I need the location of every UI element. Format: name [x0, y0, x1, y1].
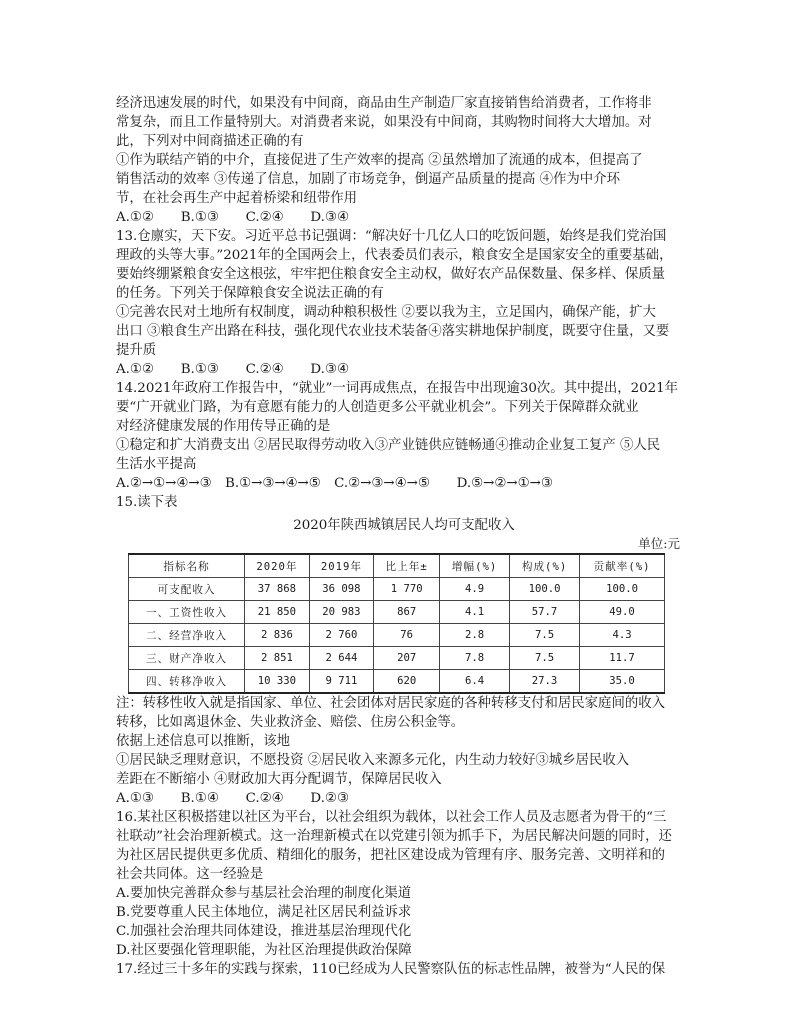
- table-cell: 6.4: [440, 670, 510, 694]
- answer-options: A.①③ B.①④ C.②④ D.②③: [116, 791, 349, 806]
- question-13: [116, 227, 680, 379]
- text-line: 为社区居民提供更多优质、精细化的服务，把社区建设成为管理有序、服务完善、文明祥和的: [116, 848, 666, 863]
- option-c: C.加强社会治理共同体建设，推进基层治理现代化: [116, 924, 412, 939]
- table-cell: 867: [374, 601, 440, 624]
- text-line: 要始终绷紧粮食安全这根弦，牢牢把住粮食安全主动权，做好农产品保数量、保多样、保质量: [116, 267, 666, 282]
- table-cell: 11.7: [580, 647, 665, 670]
- table-cell: 4.3: [580, 624, 665, 647]
- text-line: 出口 ③粮食生产出路在科技，强化现代农业技术装备④落实耕地保护制度，既要守住量，又要: [116, 324, 670, 339]
- table-cell: 2.8: [440, 624, 510, 647]
- table-cell: 207: [374, 647, 440, 670]
- column-header: 指标名称: [129, 554, 245, 578]
- text-line: 常复杂，而且工作量特别大。对消费者来说，如果没有中间商，其购物时间将大大增加。对: [116, 115, 652, 130]
- table-row: [129, 624, 665, 647]
- text-line: 对经济健康发展的作用传导正确的是: [116, 419, 331, 434]
- table-cell: 57.7: [510, 601, 580, 624]
- table-cell: 100.0: [510, 578, 580, 601]
- text-line: 提升质: [116, 343, 157, 358]
- table-cell: 2 836: [245, 624, 310, 647]
- table-cell: 7.5: [510, 647, 580, 670]
- table-row: [129, 647, 665, 670]
- option-a: A.要加快完善群众参与基层社会治理的制度化渠道: [116, 886, 412, 901]
- text-line: ①完善农民对土地所有权制度，调动种粮积极性 ②要以我为主，立足国内，确保产能，扩大: [116, 305, 656, 320]
- table-row: [129, 601, 665, 624]
- table-cell: 21 850: [245, 601, 310, 624]
- table-cell: 4.9: [440, 578, 510, 601]
- text-line: 13.仓廪实，天下安。习近平总书记强调：“解决好十几亿人口的吃饭问题，始终是我们党治国: [116, 229, 667, 244]
- table-cell: 1 770: [374, 578, 440, 601]
- column-header: 2020年: [245, 554, 310, 578]
- option-d: D.社区要强化管理职能，为社区治理提供政治保障: [116, 943, 412, 958]
- text-line: 要“广开就业门路，为有意愿有能力的人创造更多公平就业机会”。下列关于保障群众就业: [116, 400, 639, 415]
- table-cell: 620: [374, 670, 440, 694]
- table-row: [129, 578, 665, 601]
- table-cell: 27.3: [510, 670, 580, 694]
- income-table: [128, 553, 665, 694]
- text-line: 销售活动的效率 ③传递了信息，加剧了市场竞争，倒逼产品质量的提高 ④作为中介环: [116, 172, 620, 187]
- question-17: [116, 960, 680, 979]
- table-cell: 7.5: [510, 624, 580, 647]
- table-cell: 9 711: [309, 670, 374, 694]
- column-header: 2019年: [309, 554, 374, 578]
- answer-options: A.②→①→④→③ B.①→③→④→⑤ C.②→③→④→⑤ D.⑤→②→①→③: [116, 476, 553, 491]
- table-row: [129, 670, 665, 694]
- table-cell: 49.0: [580, 601, 665, 624]
- table-cell: 可支配收入: [129, 578, 245, 601]
- text-line: ①作为联结产销的中介，直接促进了生产效率的提高 ②虽然增加了流通的成本，但提高了: [116, 153, 643, 168]
- table-cell: 37 868: [245, 578, 310, 601]
- table-cell: 2 644: [309, 647, 374, 670]
- option-b: B.党要尊重人民主体地位，满足社区居民利益诉求: [116, 905, 412, 920]
- table-header-row: [129, 554, 665, 578]
- text-line: 经济迅速发展的时代，如果没有中间商，商品由生产制造厂家直接销售给消费者，工作将非: [116, 96, 652, 111]
- column-header: 构成(%): [510, 554, 580, 578]
- table-cell: 一、工资性收入: [129, 601, 245, 624]
- text-line: 转移，比如离退休金、失业救济金、赔偿、住房公积金等。: [116, 715, 465, 730]
- text-line: 依据上述信息可以推断，该地: [116, 734, 291, 749]
- question-14: [116, 379, 680, 493]
- text-line: ①稳定和扩大消费支出 ②居民取得劳动收入③产业链供应链畅通④推动企业复工复产 ⑤人民: [116, 438, 661, 453]
- table-title: 2020年陕西城镇居民人均可支配收入: [293, 518, 515, 533]
- table-cell: 20 983: [309, 601, 374, 624]
- table-cell: 76: [374, 624, 440, 647]
- table-cell: 10 330: [245, 670, 310, 694]
- text-line: 此，下列对中间商描述正确的有: [116, 134, 304, 149]
- text-line: ①居民缺乏理财意识，不愿投资 ②居民收入来源多元化，内生动力较好③城乡居民收入: [116, 753, 630, 768]
- exam-page: [116, 94, 680, 979]
- table-cell: 36 098: [309, 578, 374, 601]
- column-header: 比上年±: [374, 554, 440, 578]
- text-line: 差距在不断缩小 ④财政加大再分配调节，保障居民收入: [116, 772, 442, 787]
- text-line: 14.2021年政府工作报告中，“就业”一词再成焦点，在报告中出现逾30次。其中提出，2021年: [116, 381, 679, 396]
- table-cell: 7.8: [440, 647, 510, 670]
- column-header: 增幅(%): [440, 554, 510, 578]
- table-cell: 2 760: [309, 624, 374, 647]
- table-cell: 2 851: [245, 647, 310, 670]
- answer-options: A.①② B.①③ C.②④ D.③④: [116, 362, 349, 377]
- question-15: [116, 493, 680, 808]
- text-line: 社联动”社会治理新模式。这一治理新模式在以党建引领为抓手下，为居民解决问题的同时，还: [116, 829, 672, 844]
- table-cell: 三、财产净收入: [129, 647, 245, 670]
- column-header: 贡献率(%): [580, 554, 665, 578]
- question-16: [116, 808, 680, 960]
- text-line: 的任务。下列关于保障粮食安全说法正确的有: [116, 286, 384, 301]
- table-cell: 35.0: [580, 670, 665, 694]
- text-line: 社会共同体。这一经验是: [116, 867, 264, 882]
- text-line: 理政的头等大事。”2021年的全国两会上，代表委员们表示，粮食安全是国家安全的重要基础，: [116, 248, 673, 263]
- text-line: 节，在社会再生产中起着桥梁和纽带作用: [116, 191, 358, 206]
- question-intro: 15.读下表: [116, 495, 178, 510]
- text-line: 生活水平提高: [116, 457, 197, 472]
- question-12-continued: [116, 94, 680, 227]
- answer-options: A.①② B.①③ C.②④ D.③④: [116, 210, 349, 225]
- table-cell: 4.1: [440, 601, 510, 624]
- table-cell: 100.0: [580, 578, 665, 601]
- table-unit: 单位:元: [638, 536, 680, 551]
- text-line: 注：转移性收入就是指国家、单位、社会团体对居民家庭的各种转移支付和居民家庭间的收入: [116, 696, 666, 711]
- text-line: 16.某社区积极搭建以社区为平台，以社会组织为载体，以社会工作人员及志愿者为骨干的“三: [116, 810, 667, 825]
- table-cell: 二、经营净收入: [129, 624, 245, 647]
- text-line: 17.经过三十多年的实践与探索，110已经成为人民警察队伍的标志性品牌，被誉为“人民的保: [116, 962, 666, 977]
- table-cell: 四、转移净收入: [129, 670, 245, 694]
